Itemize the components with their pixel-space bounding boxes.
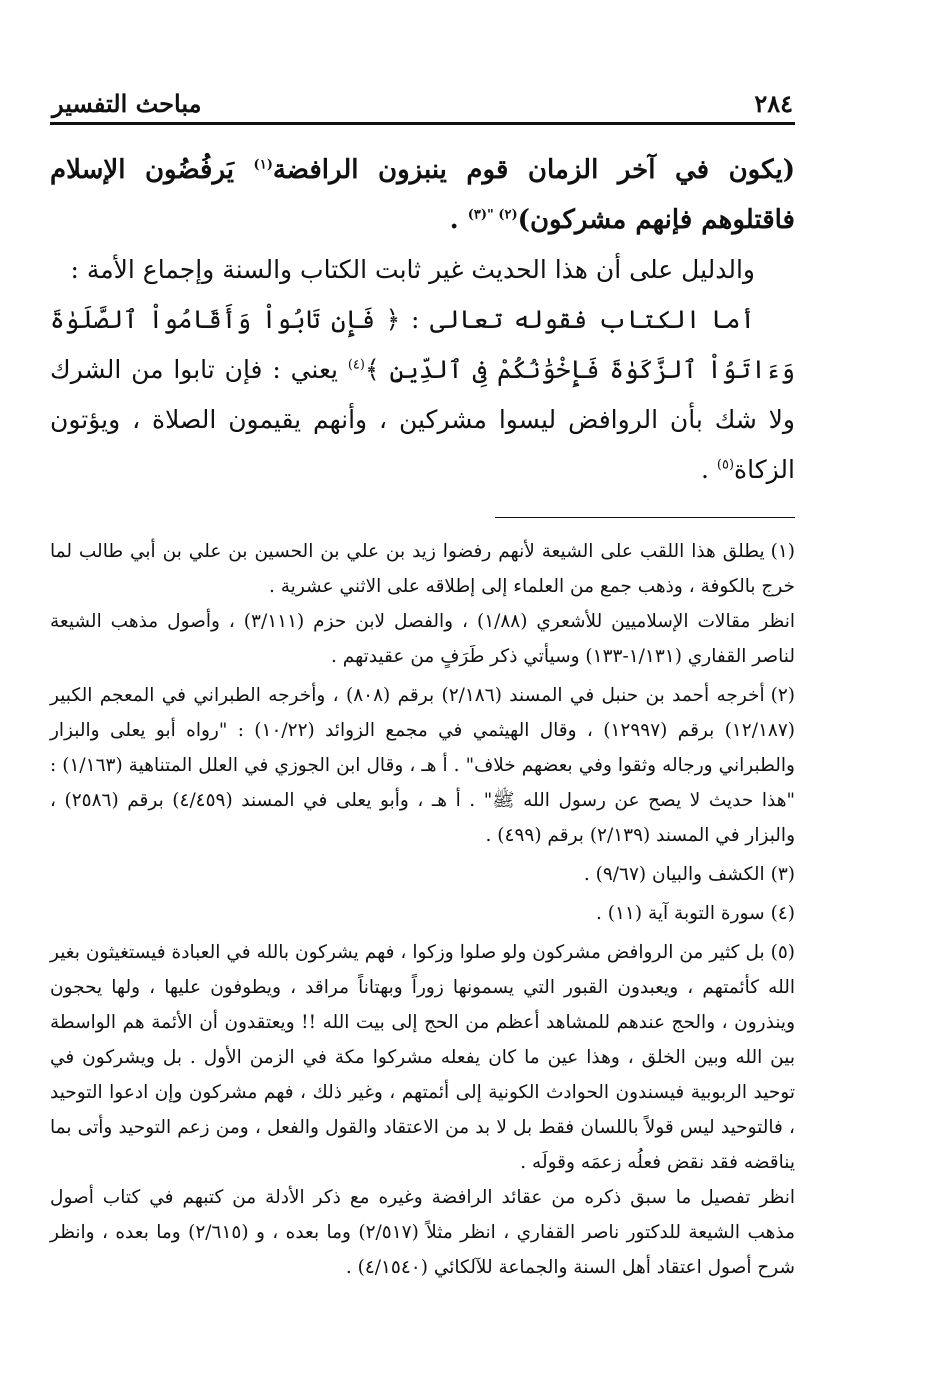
footnote-ref-5: (٥) (716, 457, 735, 473)
quran-verse: أما الكتاب فقوله تعالى : ﴿ فَإِن تَابُواْ وَأَقَامُواْ ٱلصَّلَوٰةَ وَءَاتَوُاْ ٱلزَّكَوٰةَ فَإِخْوَٰنُكُمْ فِى ٱلدِّينِ ﴾ (50, 305, 796, 384)
footnote-ref-2: (٢) (498, 207, 518, 223)
footnote-text: سورة التوبة آية (١١) . (596, 903, 765, 924)
footnote-number: (٢) (770, 685, 795, 706)
footnote-5 (50, 935, 795, 1285)
footnote-ref-4: (٤) (347, 357, 365, 373)
main-text (50, 145, 795, 495)
footnotes (50, 534, 795, 1285)
footnote-4 (50, 896, 795, 931)
hadith-end: . (449, 205, 468, 235)
explanation-end: . (700, 455, 717, 484)
quran-paragraph (50, 295, 795, 495)
hadith-continuation: يَرفُضُون الإسلام فاقتلوهم فإنهم مشركون) (50, 155, 795, 235)
footnote-text: يطلق هذا اللقب على الشيعة لأنهم رفضوا زيد بن علي بن الحسين بن علي بن أبي طالب لما خرج بالكوفة ، وذهب جمع من العلماء إلى إطلاقه على الاثني عشرية . (50, 541, 795, 597)
footnote-line (50, 534, 795, 604)
page-number: ٢٨٤ (754, 89, 793, 118)
footnote-text: الكشف والبيان (٩/٦٧) . (583, 864, 765, 885)
footnote-line (50, 678, 795, 853)
footnote-number: (٤) (770, 903, 795, 924)
hadith-quote (50, 145, 795, 245)
header-rule (50, 122, 795, 125)
footnote-3 (50, 857, 795, 892)
footnote-1 (50, 534, 795, 674)
footnote-line: انظر تفصيل ما سبق ذكره من عقائد الرافضة وغيره مع ذكر الأدلة من كتبهم في كتاب أصول مذهب الشيعة للدكتور ناصر القفاري ، انظر مثلاً (٢/٥١٧) وما بعده ، و (٢/٦١٥) وما بعده ، وانظر شرح أصول اعتقاد أهل السنة والجماعة للآلكائي (٤/١٥٤٠) . (50, 1187, 795, 1278)
footnote-text: أخرجه أحمد بن حنبل في المسند (٢/١٨٦) برقم (٨٠٨) ، وأخرجه الطبراني في المعجم الكبير (١٢/١٨٧) برقم (١٢٩٩٧) ، وقال الهيثمي في مجمع الزوائد (١٠/٢٢) : "رواه أبو يعلى والبزار والطبراني ورجاله وثقوا وفي بعضهم خلاف" . أ هـ ، وقال ابن الجوزي في العلل المتناهية (١/١٦٣) : "هذا حديث لا يصح عن رسول الله ﷺ" . أ هـ ، وأبو يعلى في المسند (٤/٤٥٩) برقم (٢٥٨٦) ، والبزار في المسند (٢/١٣٩) برقم (٤٩٩) . (50, 685, 795, 846)
book-page (50, 82, 795, 1289)
footnote-number: (٣) (770, 864, 795, 885)
footnote-line (50, 857, 795, 892)
explanation-text: يعني : فإن تابوا من الشرك ولا شك بأن الروافض ليسوا مشركين ، وأنهم يقيمون الصلاة ، ويؤتون الزكاة (50, 355, 795, 484)
footnote-line: انظر مقالات الإسلاميين للأشعري (١/٨٨) ، والفصل لابن حزم (٣/١١١) ، وأصول مذهب الشيعة لناصر القفاري (١/١٣١-١٣٣) وسيأتي ذكر طَرَفٍ من عقيدتهم . (50, 611, 795, 667)
footnote-separator (495, 517, 795, 518)
page-header (50, 82, 795, 118)
evidence-intro: والدليل على أن هذا الحديث غير ثابت الكتاب والسنة وإجماع الأمة : (70, 255, 755, 284)
hadith-text: (يكون في آخر الزمان قوم ينبزون الرافضة (272, 155, 795, 185)
footnote-2 (50, 678, 795, 853)
footnote-line (50, 935, 795, 1180)
footnote-text: بل كثير من الروافض مشركون ولو صلوا وزكوا ، فهم يشركون بالله في العبادة فيستغيثون بغير الله كأئمتهم ، ويعبدون القبور التي يسمونها زوراً وبهتاناً مراقد ، ويطوفون عليها ، ولها يحجون وينذرون ، والحج عندهم للمشاهد أعظم من الحج إلى بيت الله !! ويعتقدون أن الأئمة هم الواسطة بين الله وبين الخلق ، وهذا عين ما كان يفعله مشركوا مكة في الزمن الأول . بل ويشركون في توحيد الربوبية فيسندون الحوادث الكونية إلى أئمتهم ، وغير ذلك ، فهم مشركون وإن ادعوا التوحيد ، فالتوحيد ليس قولاً باللسان فقط بل لا بد من الاعتقاد والقول والفعل ، ومن زعم التوحيد وأتى بما يناقضه فقد نقض فعلُه زعمَه وقولَه . (50, 942, 795, 1173)
footnote-ref-3: "(٣) (467, 207, 499, 223)
footnote-ref-1: (١) (253, 157, 273, 173)
footnote-line (50, 896, 795, 931)
running-title: مباحث التفسير (52, 89, 202, 118)
footnote-number: (٥) (770, 942, 795, 963)
footnote-number: (١) (770, 541, 795, 562)
